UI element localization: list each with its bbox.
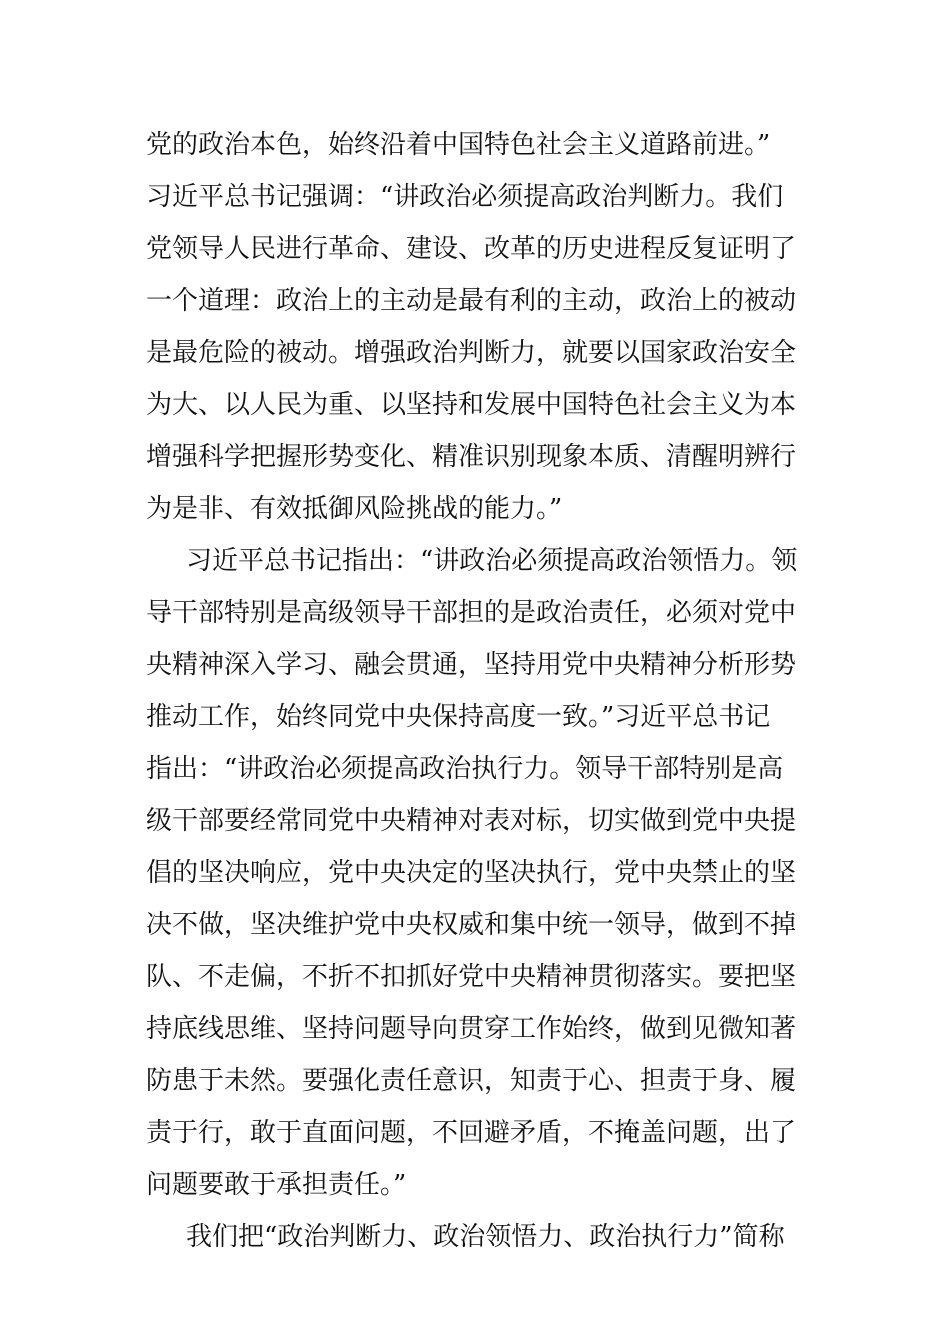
text-line: 党的政治本色，始终沿着中国特色社会主义道路前进。” <box>146 130 771 160</box>
text-line: 习近平总书记强调：“讲政治必须提高政治判断力。我们 <box>146 182 784 212</box>
text-line: 是最危险的被动。增强政治判断力，就要以国家政治安全 <box>146 338 797 368</box>
text-line: 决不做，坚决维护党中央权威和集中统一领导，做到不掉 <box>146 910 797 940</box>
text-line: 为是非、有效抵御风险挑战的能力。” <box>146 494 563 524</box>
text-line: 指出：“讲政治必须提高政治执行力。领导干部特别是高 <box>146 754 784 784</box>
paragraph-first-line: 我们把“政治判断力、政治领悟力、政治执行力”简称 <box>186 1222 785 1252</box>
paragraph-first-line: 习近平总书记指出：“讲政治必须提高政治领悟力。领 <box>186 546 798 576</box>
text-line: 队、不走偏，不折不扣抓好党中央精神贯彻落实。要把坚 <box>146 962 797 992</box>
text-line: 一个道理：政治上的主动是最有利的主动，政治上的被动 <box>146 286 797 316</box>
text-line: 防患于未然。要强化责任意识，知责于心、担责于身、履 <box>146 1066 797 1096</box>
text-line: 为大、以人民为重、以坚持和发展中国特色社会主义为本 <box>146 390 797 420</box>
text-line: 推动工作，始终同党中央保持高度一致。”习近平总书记 <box>146 702 771 732</box>
text-line: 问题要敢于承担责任。” <box>146 1170 407 1200</box>
text-line: 级干部要经常同党中央精神对表对标，切实做到党中央提 <box>146 806 797 836</box>
text-line: 党领导人民进行革命、建设、改革的历史进程反复证明了 <box>146 234 797 264</box>
text-line: 导干部特别是高级领导干部担的是政治责任，必须对党中 <box>146 598 797 628</box>
text-line: 增强科学把握形势变化、精准识别现象本质、清醒明辨行 <box>146 442 797 472</box>
text-line: 持底线思维、坚持问题导向贯穿工作始终，做到见微知著 <box>146 1014 797 1044</box>
text-line: 央精神深入学习、融会贯通，坚持用党中央精神分析形势 <box>146 650 797 680</box>
text-line: 倡的坚决响应，党中央决定的坚决执行，党中央禁止的坚 <box>146 858 797 888</box>
text-line: 责于行，敢于直面问题，不回避矛盾，不掩盖问题，出了 <box>146 1118 797 1148</box>
